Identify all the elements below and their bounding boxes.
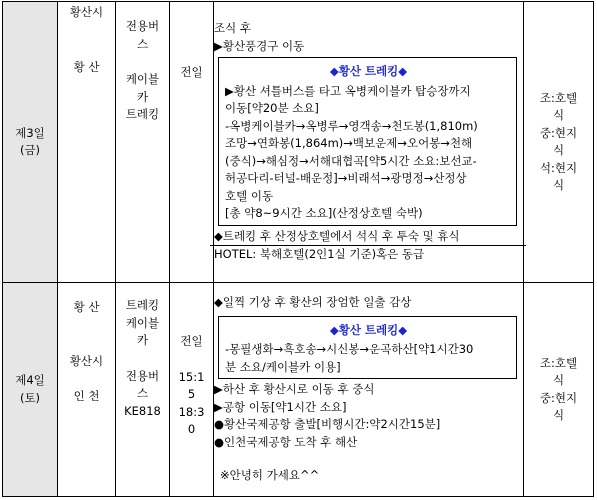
box-line: [총 약8~9시간 소요](산정상호텔 숙박) xyxy=(225,206,423,221)
meal-item: 중:현지 xyxy=(539,390,578,405)
transport-item: 카 xyxy=(136,89,149,104)
day4-row xyxy=(3,283,594,497)
schedule-line: ●황산국제공항 출발[비행시간:약2시간15분] xyxy=(214,417,441,432)
day-number: 제4일 xyxy=(15,373,45,387)
schedule-line: ▶황산풍경구 이동 xyxy=(214,38,305,53)
place-item: 황 산 xyxy=(73,59,100,74)
time-item: 전일 xyxy=(180,65,203,79)
box-line: 이동[약20분 소요] xyxy=(225,101,319,116)
day-number: 제3일 xyxy=(15,125,45,140)
day4-meals xyxy=(524,283,594,497)
place-item: 황 산 xyxy=(73,300,100,314)
trekking-box xyxy=(218,316,517,380)
day4-transport xyxy=(116,283,170,497)
schedule-line: 조식 후 xyxy=(214,21,251,36)
box-line: (중식)→해심정→서해대협곡[약5시간 소요:보선교- xyxy=(225,153,477,168)
transport-item: 트레킹 xyxy=(125,107,160,121)
schedule-line: ◆일찍 기상 후 황산의 장엄한 일출 감상 xyxy=(214,295,412,310)
day4-schedule xyxy=(214,283,524,497)
time-item: 18:3 xyxy=(178,404,205,419)
meal-item: 식 xyxy=(552,108,565,122)
day3-place xyxy=(58,2,116,283)
farewell-line: ※안녕히 가세요^^ xyxy=(220,468,320,483)
time-item: 전일 xyxy=(180,334,203,348)
schedule-line: ▶공항 이동[약1시간 소요] xyxy=(214,399,347,414)
day3-transport xyxy=(116,2,170,283)
box-line: 허공다리-터널-배운정]→비래석→광명정→산정상 xyxy=(225,171,467,186)
day-weekday: (토) xyxy=(19,390,41,405)
place-item: 황산시 xyxy=(69,5,104,19)
trekking-box xyxy=(218,57,517,226)
box-line: 호텔 이동 xyxy=(225,188,274,203)
schedule-line: ◆트레킹 후 산정상호텔에서 석식 후 투숙 및 휴식 xyxy=(214,228,460,243)
place-item: 인 천 xyxy=(73,389,100,403)
itinerary-table xyxy=(2,1,594,497)
day3-schedule xyxy=(214,2,524,283)
trekking-box-title: ◆황산 트레킹◆ xyxy=(329,64,408,79)
day4-label xyxy=(3,283,58,497)
time-item: 5 xyxy=(187,387,196,401)
transport-item: 전용버 xyxy=(125,368,160,383)
transport-item: 케이블 xyxy=(125,315,160,330)
meal-item: 조:호텔 xyxy=(539,355,578,370)
hotel-line: HOTEL: 북해호텔(2인1실 기준)혹은 동급 xyxy=(210,245,526,264)
transport-item: 카 xyxy=(136,333,149,347)
box-line: ▶황산 셔틀버스를 타고 옥병케이블카 탑승장까지 xyxy=(225,83,471,98)
trekking-box-title: ◆황산 트레킹◆ xyxy=(329,322,408,337)
place-item: 황산시 xyxy=(69,353,104,368)
box-line: -몽필생화→흑호송→시신봉→운곡하산[약1시간30 xyxy=(225,342,474,357)
meal-item: 조:호텔 xyxy=(539,90,578,105)
transport-item: 스 xyxy=(136,36,149,51)
transport-item: 트레킹 xyxy=(125,298,160,312)
day3-time xyxy=(170,2,214,283)
box-line: 분 소요/케이블카 이용] xyxy=(225,359,341,374)
time-item: 0 xyxy=(187,422,196,436)
day-weekday: (금) xyxy=(19,143,41,157)
meal-item: 석:현지 xyxy=(539,160,578,175)
day3-label xyxy=(3,2,58,283)
day4-place xyxy=(58,283,116,497)
transport-item: KE818 xyxy=(124,403,161,418)
transport-item: 케이블 xyxy=(125,72,160,86)
meal-item: 식 xyxy=(552,178,565,192)
box-line: -옥병케이블카→옥병루→영객송→천도봉(1,810m) xyxy=(225,118,478,133)
meal-item: 중:현지 xyxy=(539,125,578,140)
transport-item: 전용버 xyxy=(125,19,160,33)
time-item: 15:1 xyxy=(178,369,205,384)
day3-meals xyxy=(524,2,594,283)
meal-item: 식 xyxy=(552,373,565,387)
meal-item: 식 xyxy=(552,408,565,422)
transport-item: 스 xyxy=(136,386,149,400)
day4-time xyxy=(170,283,214,497)
schedule-line: ●인천국제공항 도착 후 해산 xyxy=(214,434,358,449)
day3-row xyxy=(3,2,594,283)
schedule-line: ▶하산 후 황산시로 이동 후 중식 xyxy=(214,382,375,397)
meal-item: 식 xyxy=(552,143,565,157)
box-line: 조망→연화봉(1,864m)→백보운제→오어봉→천해 xyxy=(225,136,473,151)
